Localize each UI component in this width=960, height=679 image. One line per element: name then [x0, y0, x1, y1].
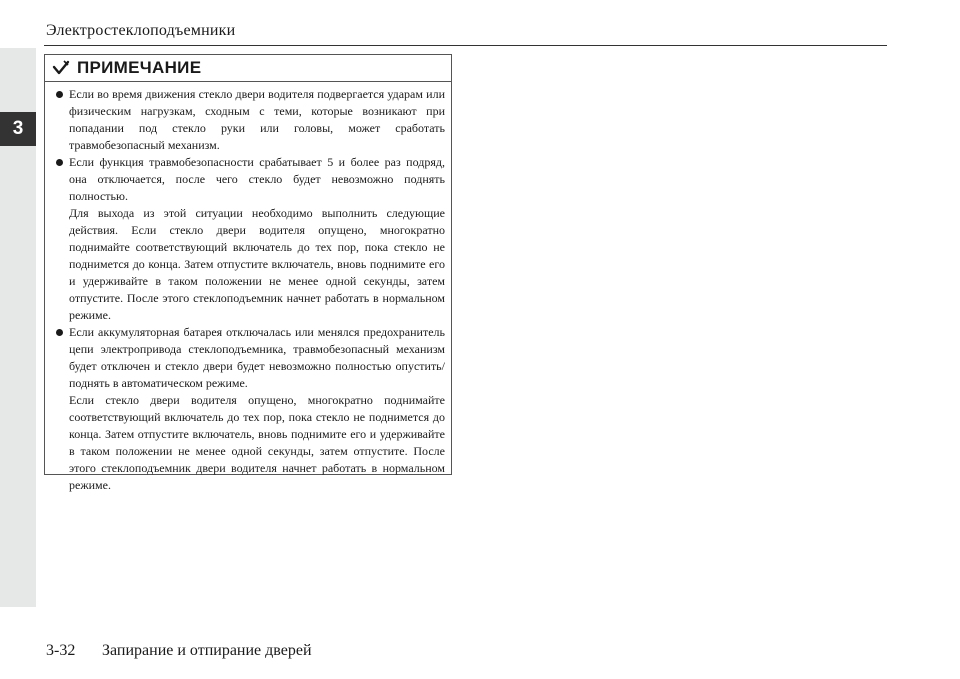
page-header-title: Электростеклоподъемники: [46, 22, 236, 39]
bullet-icon: [56, 329, 63, 336]
note-item: [55, 324, 445, 494]
pencil-note-icon: [51, 58, 71, 78]
chapter-tab: [0, 112, 36, 146]
note-paragraph: Если функция травмобезопасности срабатывает 5 и более раз подряд, она отключается, после чего стекло будет невозможно поднять полностью.: [69, 155, 445, 203]
note-item: [55, 86, 445, 154]
note-box: [44, 54, 452, 492]
chapter-number: 3: [12, 118, 24, 139]
note-paragraph: Если стекло двери водителя опущено, многократно поднимайте соответствующий включатель до тех пор, пока стекло не поднимется до конца. Затем отпустите включатель, вновь поднимите его и удерживайте в таком положении не менее одной секунды, затем отпустите. После этого стеклоподъемник двери водителя начнет работать в нормальном режиме.: [69, 393, 445, 492]
footer-page-number: 3-32: [46, 642, 76, 659]
note-header: [45, 55, 451, 82]
note-item: [55, 154, 445, 324]
note-body: [45, 82, 451, 494]
note-paragraph: Если аккумуляторная батарея отключалась или менялся предохранитель цепи электропривода стеклоподъемника, травмобезопасный механизм будет отключен и стекло двери будет невозможно полностью опустить/поднять в автоматическом режиме.: [69, 325, 445, 390]
bullet-icon: [56, 159, 63, 166]
note-title: ПРИМЕЧАНИЕ: [77, 58, 202, 77]
note-paragraph: Если во время движения стекло двери водителя подвергается ударам или физическим нагрузкам, сходным с теми, которые возникают при попадании под стекло руки или головы, может сработать травмобезопасный механизм.: [69, 87, 445, 152]
note-paragraph: Для выхода из этой ситуации необходимо выполнить следующие действия. Если стекло двери водителя опущено, многократно поднимайте соответствующий включатель до тех пор, пока стекло не поднимется до конца. Затем отпустите включатель, вновь поднимите его и удерживайте в таком положении не менее одной секунды, затем отпустите. После этого стеклоподъемник начнет работать в нормальном режиме.: [69, 206, 445, 322]
bullet-icon: [56, 91, 63, 98]
footer-section-title: Запирание и отпирание дверей: [102, 642, 312, 659]
header-divider: [44, 45, 887, 46]
